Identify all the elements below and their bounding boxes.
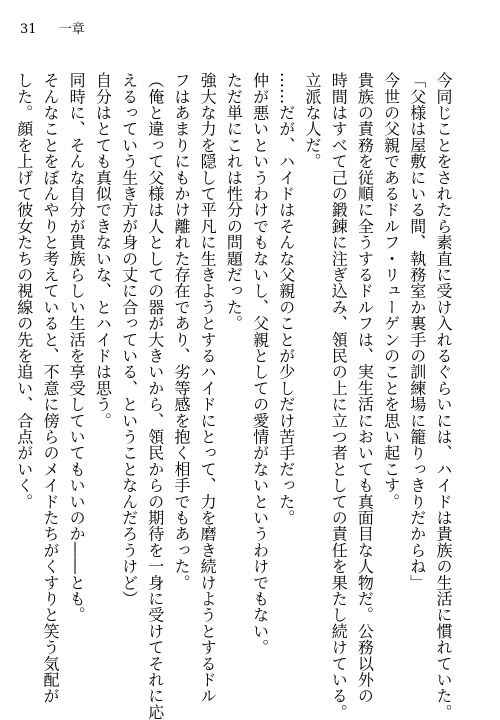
- text-line: 仲が悪いというわけでもないし、父親としての愛情がないというわけでもない。: [250, 72, 270, 656]
- page-number: 31: [20, 22, 37, 37]
- text-line: 今世の父親であるドルフ・リューゲンのことを思い起こす。: [381, 72, 401, 510]
- text-line: そんなことをぼんやりと考えていると、不意に傍らのメイドたちがくすりと笑う気配が: [40, 72, 60, 704]
- text-line: 「父様は屋敷にいる間、執務室か裏手の訓練場に籠りっきりだからね」: [407, 72, 427, 591]
- text-line: （俺と違って父様は人としての器が大きいから、領民からの期待を一身に受けてそれに応: [145, 72, 165, 720]
- text-line: ……だが、ハイドはそんな父親のことが少しだけ苦手だった。: [276, 72, 296, 526]
- text-line: 自分はとても真似できないな、とハイドは思う。: [93, 72, 113, 429]
- text-line: 貴族の責務を従順に全うするドルフは、実生活においても真面目な人物だ。公務以外の: [355, 72, 375, 704]
- text-line: フはあまりにもかけ離れた存在であり、劣等感を抱く相手でもあった。: [171, 72, 191, 591]
- text-line: 時間はすべて己の鍛錬に注ぎ込み、領民の上に立つ者としての責任を果たし続けている。: [329, 72, 349, 720]
- text-line: した。顔を上げて彼女たちの視線の先を追い、合点がいく。: [14, 72, 34, 510]
- text-line: 同時に、そんな自分が貴族らしい生活を享受していてもいいのか――とも。: [67, 72, 87, 623]
- text-line: ただ単にこれは性分の問題だった。: [224, 72, 244, 332]
- text-line: 立派な人だ。: [302, 72, 322, 170]
- chapter-title: 一章: [58, 22, 85, 37]
- text-line: 強大な力を隠して平凡に生きようとするハイドにとって、力を磨き続けようとするドル: [198, 72, 218, 704]
- page-header: [20, 22, 85, 38]
- body-text: [11, 72, 456, 720]
- text-line: 今同じことをされたら素直に受け入れるぐらいには、ハイドは貴族の生活に慣れていた。: [434, 72, 453, 720]
- text-line: えるっていう生き方が身の丈に合っている、ということなんだろうけど）: [119, 72, 139, 607]
